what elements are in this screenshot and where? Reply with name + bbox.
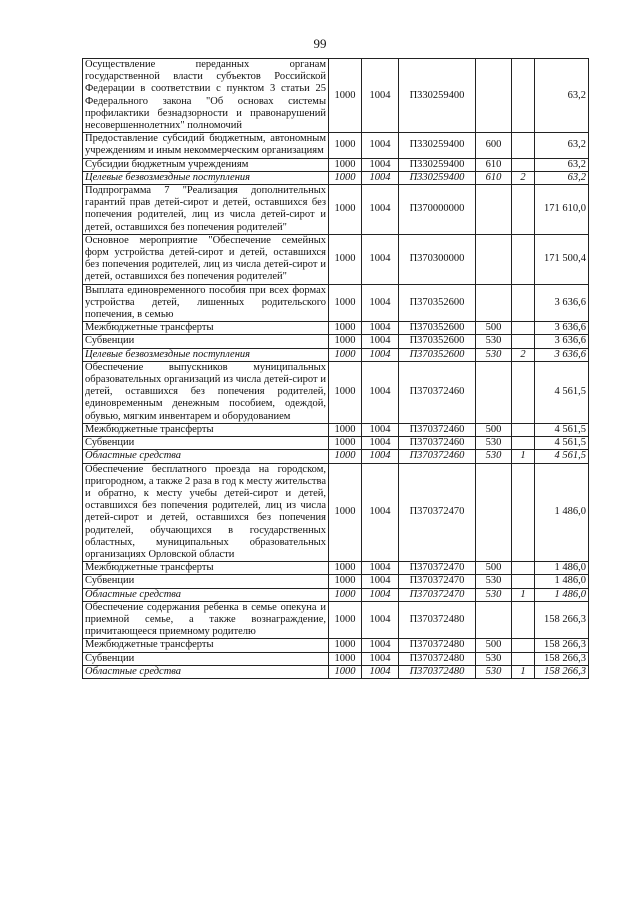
row-amount: 171 610,0	[535, 185, 589, 235]
row-expense-type: 530	[476, 575, 512, 588]
row-section: 1000	[329, 335, 362, 348]
table-row	[83, 59, 589, 133]
row-expense-type: 530	[476, 652, 512, 665]
row-expense-type: 530	[476, 588, 512, 601]
row-name: Целевые безвозмездные поступления	[83, 348, 329, 361]
row-target-code: П370352600	[399, 348, 476, 361]
row-name: Межбюджетные трансферты	[83, 562, 329, 575]
row-target-code: П370352600	[399, 335, 476, 348]
row-name: Выплата единовременного пособия при всех формах устройства детей, лишенных родительского попечения, в семью	[83, 284, 329, 322]
row-code: 1	[512, 588, 535, 601]
row-expense-type: 530	[476, 437, 512, 450]
row-section: 1000	[329, 423, 362, 436]
row-name: Обеспечение бесплатного проезда на городском, пригородном, а также 2 раза в год к месту жительства и обратно, к месту учебы детей-сирот и детей, оставшихся без попечения родителей, лиц из числа детей-сирот и детей, оставшихся без попечения родителей, обучающихся в государственных областных, муниципальных образовательных организациях Орловской области	[83, 463, 329, 562]
row-code: 1	[512, 450, 535, 463]
row-expense-type: 500	[476, 639, 512, 652]
row-expense-type: 610	[476, 158, 512, 171]
table-row	[83, 361, 589, 423]
row-section: 1000	[329, 463, 362, 562]
table-row	[83, 322, 589, 335]
row-target-code: П370372480	[399, 665, 476, 678]
row-subsection: 1004	[362, 450, 399, 463]
row-target-code: П370352600	[399, 284, 476, 322]
row-subsection: 1004	[362, 59, 399, 133]
row-target-code: П370352600	[399, 322, 476, 335]
row-subsection: 1004	[362, 234, 399, 284]
row-subsection: 1004	[362, 335, 399, 348]
row-target-code: П370372460	[399, 450, 476, 463]
row-amount: 1 486,0	[535, 562, 589, 575]
row-amount: 63,2	[535, 133, 589, 158]
row-expense-type	[476, 185, 512, 235]
row-name: Субвенции	[83, 335, 329, 348]
row-amount: 3 636,6	[535, 348, 589, 361]
table-row	[83, 437, 589, 450]
budget-table	[82, 58, 589, 679]
row-name: Областные средства	[83, 665, 329, 678]
row-section: 1000	[329, 171, 362, 184]
row-code	[512, 133, 535, 158]
row-subsection: 1004	[362, 423, 399, 436]
row-subsection: 1004	[362, 575, 399, 588]
row-target-code: П370372480	[399, 639, 476, 652]
table-row	[83, 450, 589, 463]
table-row	[83, 639, 589, 652]
row-code	[512, 158, 535, 171]
row-amount: 158 266,3	[535, 665, 589, 678]
row-amount: 158 266,3	[535, 652, 589, 665]
row-target-code: П330259400	[399, 133, 476, 158]
table-row	[83, 652, 589, 665]
table-row	[83, 588, 589, 601]
row-section: 1000	[329, 133, 362, 158]
row-expense-type: 500	[476, 562, 512, 575]
row-amount: 171 500,4	[535, 234, 589, 284]
budget-table-body	[83, 59, 589, 679]
table-row	[83, 158, 589, 171]
row-amount: 3 636,6	[535, 322, 589, 335]
row-subsection: 1004	[362, 665, 399, 678]
table-row	[83, 562, 589, 575]
row-expense-type: 500	[476, 322, 512, 335]
row-code: 1	[512, 665, 535, 678]
row-section: 1000	[329, 59, 362, 133]
row-amount: 4 561,5	[535, 361, 589, 423]
row-amount: 63,2	[535, 171, 589, 184]
row-subsection: 1004	[362, 652, 399, 665]
row-subsection: 1004	[362, 463, 399, 562]
row-section: 1000	[329, 575, 362, 588]
table-row	[83, 171, 589, 184]
table-row	[83, 601, 589, 639]
row-section: 1000	[329, 665, 362, 678]
row-target-code: П330259400	[399, 171, 476, 184]
row-expense-type: 530	[476, 450, 512, 463]
row-target-code: П330259400	[399, 59, 476, 133]
row-section: 1000	[329, 234, 362, 284]
row-expense-type	[476, 59, 512, 133]
row-amount: 1 486,0	[535, 575, 589, 588]
row-amount: 63,2	[535, 59, 589, 133]
row-target-code: П370372470	[399, 463, 476, 562]
row-code	[512, 639, 535, 652]
row-subsection: 1004	[362, 601, 399, 639]
row-section: 1000	[329, 284, 362, 322]
row-amount: 3 636,6	[535, 335, 589, 348]
row-subsection: 1004	[362, 562, 399, 575]
row-subsection: 1004	[362, 133, 399, 158]
row-target-code: П370372470	[399, 575, 476, 588]
row-target-code: П370372470	[399, 562, 476, 575]
row-target-code: П370372480	[399, 652, 476, 665]
row-name: Межбюджетные трансферты	[83, 322, 329, 335]
row-target-code: П370372460	[399, 437, 476, 450]
row-name: Основное мероприятие "Обеспечение семейных форм устройства детей-сирот и детей, оставшихся без попечения родителей, лиц из числа детей-сирот и детей, оставшихся без попечения родителей"	[83, 234, 329, 284]
row-name: Осуществление переданных органам государственной власти субъектов Российской Федерации в соответствии с пунктом 3 статьи 25 Федерального закона "Об основах системы профилактики безнадзорности и правонарушений несовершеннолетних" полномочий	[83, 59, 329, 133]
row-code	[512, 437, 535, 450]
row-amount: 4 561,5	[535, 437, 589, 450]
row-section: 1000	[329, 348, 362, 361]
row-section: 1000	[329, 639, 362, 652]
row-name: Субвенции	[83, 437, 329, 450]
row-subsection: 1004	[362, 639, 399, 652]
row-name: Целевые безвозмездные поступления	[83, 171, 329, 184]
row-section: 1000	[329, 158, 362, 171]
row-amount: 1 486,0	[535, 463, 589, 562]
row-subsection: 1004	[362, 284, 399, 322]
row-target-code: П370000000	[399, 185, 476, 235]
row-name: Областные средства	[83, 588, 329, 601]
row-subsection: 1004	[362, 171, 399, 184]
row-amount: 1 486,0	[535, 588, 589, 601]
row-name: Предоставление субсидий бюджетным, автономным учреждениям и иным некоммерческим организациям	[83, 133, 329, 158]
row-code	[512, 463, 535, 562]
table-row	[83, 284, 589, 322]
row-target-code: П370300000	[399, 234, 476, 284]
row-section: 1000	[329, 652, 362, 665]
row-section: 1000	[329, 185, 362, 235]
row-amount: 158 266,3	[535, 639, 589, 652]
table-row	[83, 348, 589, 361]
row-name: Обеспечение содержания ребенка в семье опекуна и приемной семье, а также вознаграждение, причитающееся приемному родителю	[83, 601, 329, 639]
row-name: Областные средства	[83, 450, 329, 463]
row-expense-type	[476, 463, 512, 562]
row-amount: 3 636,6	[535, 284, 589, 322]
row-target-code: П370372460	[399, 361, 476, 423]
row-target-code: П370372480	[399, 601, 476, 639]
table-row	[83, 234, 589, 284]
row-expense-type	[476, 601, 512, 639]
row-target-code: П330259400	[399, 158, 476, 171]
row-code	[512, 361, 535, 423]
row-code	[512, 185, 535, 235]
row-code	[512, 335, 535, 348]
row-name: Межбюджетные трансферты	[83, 423, 329, 436]
row-code	[512, 652, 535, 665]
row-expense-type	[476, 284, 512, 322]
row-code: 2	[512, 171, 535, 184]
row-amount: 4 561,5	[535, 450, 589, 463]
row-code	[512, 59, 535, 133]
row-section: 1000	[329, 588, 362, 601]
row-subsection: 1004	[362, 437, 399, 450]
table-row	[83, 423, 589, 436]
row-code	[512, 322, 535, 335]
table-row	[83, 133, 589, 158]
row-code	[512, 601, 535, 639]
row-expense-type: 530	[476, 335, 512, 348]
row-subsection: 1004	[362, 361, 399, 423]
row-code	[512, 284, 535, 322]
row-expense-type: 600	[476, 133, 512, 158]
row-expense-type: 530	[476, 348, 512, 361]
row-target-code: П370372460	[399, 423, 476, 436]
row-expense-type: 610	[476, 171, 512, 184]
table-row	[83, 575, 589, 588]
table-row	[83, 185, 589, 235]
row-subsection: 1004	[362, 348, 399, 361]
row-expense-type: 500	[476, 423, 512, 436]
table-row	[83, 463, 589, 562]
row-subsection: 1004	[362, 185, 399, 235]
row-code	[512, 423, 535, 436]
row-subsection: 1004	[362, 588, 399, 601]
row-amount: 4 561,5	[535, 423, 589, 436]
row-section: 1000	[329, 562, 362, 575]
row-code	[512, 575, 535, 588]
row-section: 1000	[329, 437, 362, 450]
table-row	[83, 335, 589, 348]
row-section: 1000	[329, 322, 362, 335]
row-subsection: 1004	[362, 322, 399, 335]
row-section: 1000	[329, 361, 362, 423]
page-number: 99	[313, 36, 327, 51]
row-amount: 63,2	[535, 158, 589, 171]
row-expense-type	[476, 361, 512, 423]
row-name: Субвенции	[83, 575, 329, 588]
row-amount: 158 266,3	[535, 601, 589, 639]
row-expense-type	[476, 234, 512, 284]
row-code	[512, 234, 535, 284]
row-target-code: П370372470	[399, 588, 476, 601]
row-code: 2	[512, 348, 535, 361]
table-row	[83, 665, 589, 678]
row-section: 1000	[329, 601, 362, 639]
row-section: 1000	[329, 450, 362, 463]
row-expense-type: 530	[476, 665, 512, 678]
row-name: Субвенции	[83, 652, 329, 665]
row-code	[512, 562, 535, 575]
row-name: Обеспечение выпускников муниципальных образовательных организаций из числа детей-сирот и детей, оставшихся без попечения родителей, единовременным денежным пособием, одеждой, обувью, мягким инвентарем и оборудованием	[83, 361, 329, 423]
row-subsection: 1004	[362, 158, 399, 171]
row-name: Субсидии бюджетным учреждениям	[83, 158, 329, 171]
row-name: Подпрограмма 7 "Реализация дополнительных гарантий прав детей-сирот и детей, оставшихся без попечения родителей, лиц из числа детей-сирот и детей, оставшихся без попечения родителей"	[83, 185, 329, 235]
row-name: Межбюджетные трансферты	[83, 639, 329, 652]
